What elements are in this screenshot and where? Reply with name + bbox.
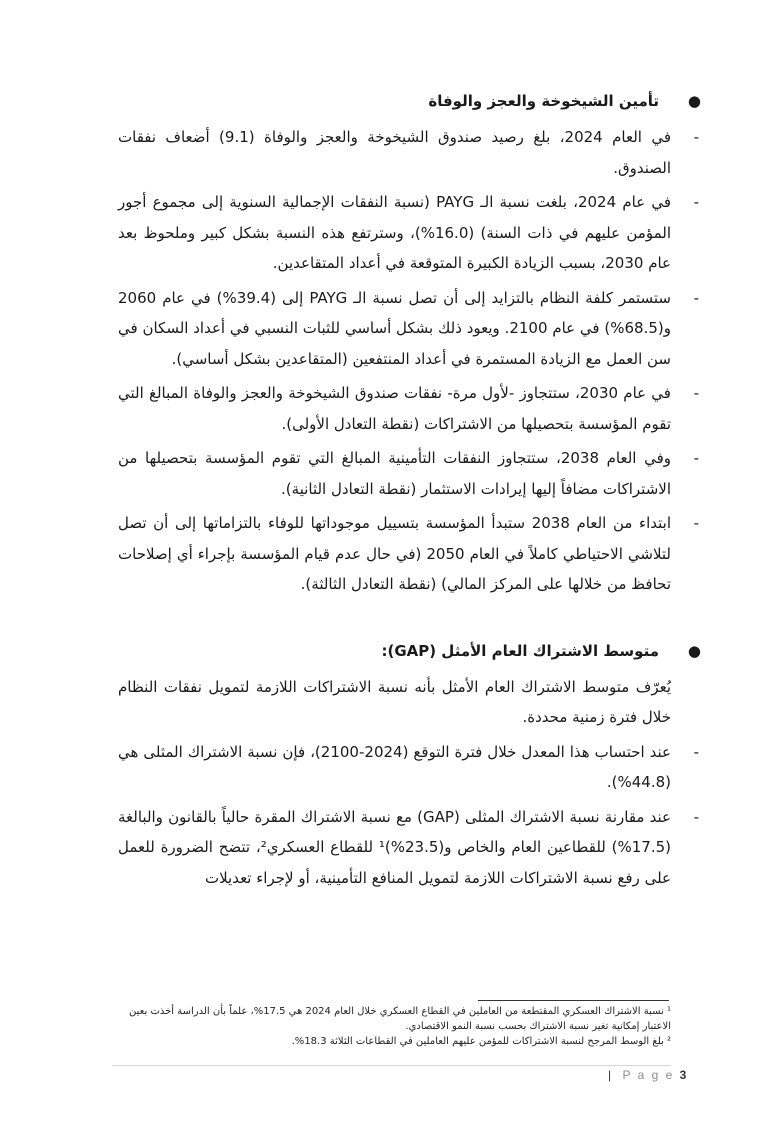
- section-heading: [118, 636, 701, 666]
- list-item: [118, 378, 699, 439]
- list-item: [118, 187, 699, 279]
- section-old-age-insurance: [118, 86, 701, 600]
- dash-icon: -: [693, 449, 699, 467]
- list-item: [118, 283, 699, 375]
- dash-icon: -: [693, 807, 699, 826]
- section-title: متوسط الاشتراك العام الأمثل (GAP):: [381, 641, 659, 660]
- dash-icon: -: [693, 384, 699, 402]
- dash-icon: -: [693, 288, 699, 307]
- footnote: ¹ نسبة الاشتراك العسكري المقتطعة من العاملين في القطاع العسكري خلال العام 2024 هي 17.5%، علماً بأن الدراسة أخذت بعين الاعتبار إمكانية تغير نسبة الاشتراك بحسب نسبة النمو الاقتصادي.: [129, 1006, 671, 1032]
- intro-paragraph: يُعرّف متوسط الاشتراك العام الأمثل بأنه نسبة الاشتراكات اللازمة لتمويل نفقات النظام خلال فترة زمنية محددة.: [118, 677, 671, 726]
- list-item-text: وفي العام 2038، ستتجاوز النفقات التأمينية المبالغ التي تقوم المؤسسة بتحصيلها من الاشتراكات مضافاً إليها إيرادات الاستثمار (نقطة التعادل الثانية).: [118, 449, 671, 498]
- list-item-text: ستستمر كلفة النظام بالتزايد إلى أن تصل نسبة الـ PAYG إلى (39.4%) في عام 2060 و(68.5%) في عام 2100. ويعود ذلك بشكل أساسي للثبات النسبي في أعداد السكان في سن العمل مع الزيادة المستمرة في أعداد المنتفعين (المتقاعدين بشكل أساسي).: [118, 288, 671, 368]
- bullet-icon: ●: [687, 641, 701, 660]
- dash-icon: -: [693, 514, 699, 532]
- list-item-text: في عام 2030، ستتجاوز -لأول مرة- نفقات صندوق الشيخوخة والعجز والوفاة المبالغ التي تقوم المؤسسة بتحصيلها من الاشتراكات (نقطة التعادل الأولى).: [118, 384, 671, 433]
- list-item: [118, 508, 699, 600]
- list-item: [118, 737, 699, 798]
- section-gap: [118, 636, 701, 894]
- footer-separator: |: [608, 1068, 614, 1082]
- dash-icon: -: [693, 193, 699, 211]
- page-label: P a g e: [622, 1068, 675, 1082]
- dash-icon: -: [693, 128, 699, 146]
- list-item-text: ابتداء من العام 2038 ستبدأ المؤسسة بتسييل موجوداتها للوفاء بالتزاماتها إلى أن تصل لتلاشي الاحتياطي كاملاً في العام 2050 (في حال عدم قيام المؤسسة بإجراء أي إصلاحات تحافظ من خلالها على المركز المالي) (نقطة التعادل الثالثة).: [118, 514, 671, 593]
- page-footer: [608, 1068, 688, 1082]
- dash-icon: -: [693, 742, 699, 761]
- list-item: [118, 122, 699, 183]
- list-item-text: عند مقارنة نسبة الاشتراك المثلى (GAP) مع نسبة الاشتراك المقرة حالياً بالقانون والبالغة (17.5%) للقطاعين العام والخاص و(23.5%)¹ للقطاع العسكري²، تتضح الضرورة للعمل على رفع نسبة الاشتراكات اللازمة لتمويل المنافع التأمينية، أو لإجراء تعديلات: [118, 807, 671, 887]
- footnote-divider: [478, 1000, 669, 1001]
- footnote: ² بلغ الوسط المرجح لنسبة الاشتراكات للمؤمن عليهم العاملين في القطاعات الثلاثة 18.3%.: [291, 1036, 671, 1047]
- list-item: [118, 443, 699, 504]
- footnotes: [100, 1004, 671, 1049]
- page-body: [118, 86, 701, 897]
- list-item: [118, 802, 699, 894]
- section-heading: [118, 86, 701, 116]
- list-item-text: عند احتساب هذا المعدل خلال فترة التوقع (2024-2100)، فإن نسبة الاشتراك المثلى هي (44.8%).: [118, 742, 672, 791]
- footer-divider: [112, 1065, 671, 1066]
- list-item-text: في العام 2024، بلغ رصيد صندوق الشيخوخة والعجز والوفاة (9.1) أضعاف نفقات الصندوق.: [118, 128, 671, 177]
- list-item-text: في عام 2024، بلغت نسبة الـ PAYG (نسبة النفقات الإجمالية السنوية إلى مجموع أجور المؤمن عليهم في ذات السنة) (16.0%)، وسترتفع هذه النسبة بشكل كبير وملحوظ بعد عام 2030، بسبب الزيادة الكبيرة المتوقعة في أعداد المتقاعدين.: [118, 193, 671, 272]
- bullet-icon: ●: [687, 92, 701, 110]
- section-title: تأمين الشيخوخة والعجز والوفاة: [428, 92, 659, 110]
- page-number: 3: [679, 1068, 689, 1082]
